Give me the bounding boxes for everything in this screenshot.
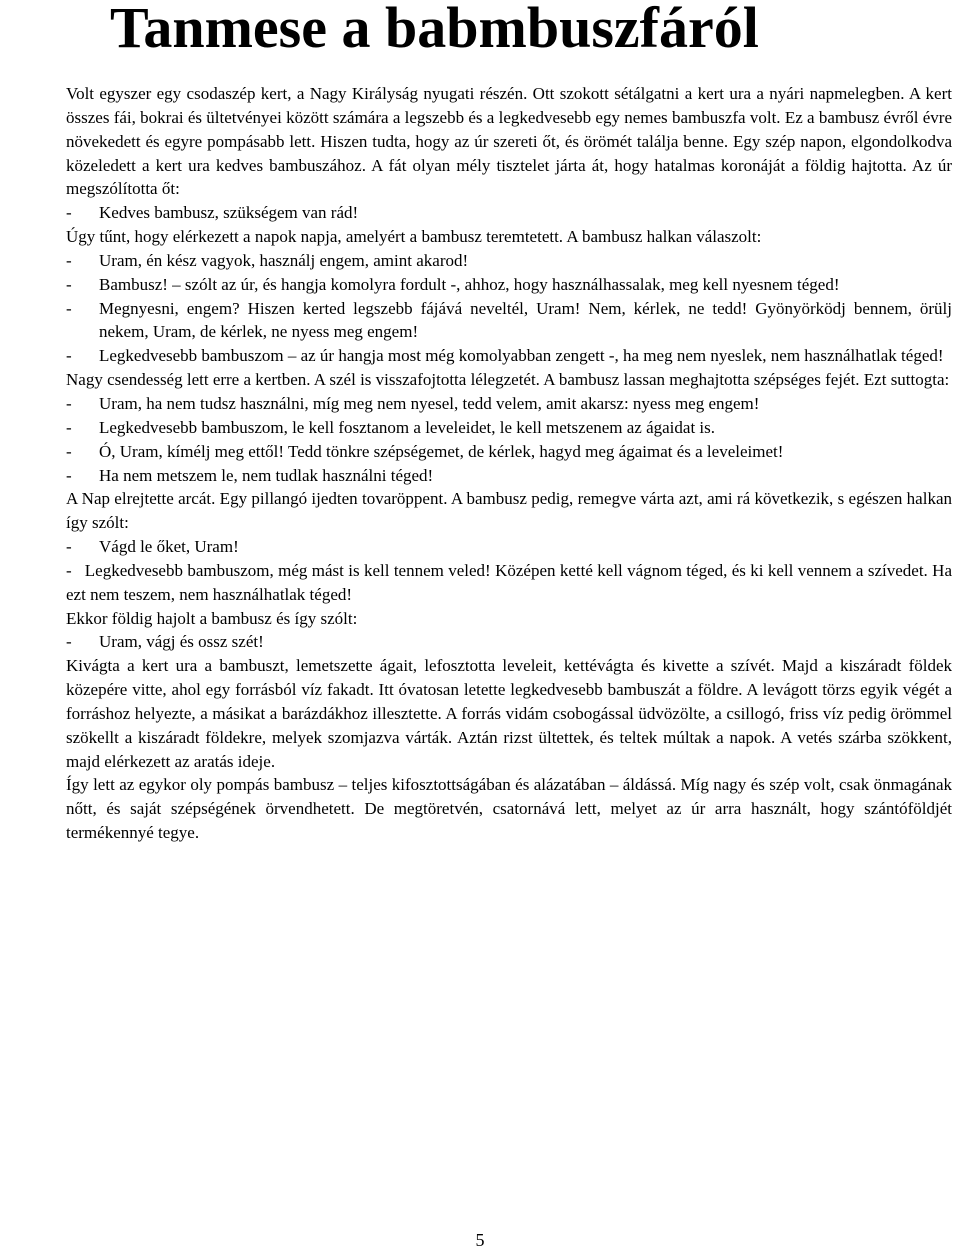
paragraph-text: A Nap elrejtette arcát. Egy pillangó ijedten tovaröppent. A bambusz pedig, remegve várta azt, ami rá következik, s egészen halkan így szólt: xyxy=(66,489,952,533)
page-number: 5 xyxy=(475,1230,485,1250)
dialogue-text: Bambusz! – szólt az úr, és hangja komolyra fordult -, ahhoz, hogy használhassalak, meg kell nyesnem téged! xyxy=(99,274,840,294)
paragraph xyxy=(66,225,952,249)
dialogue-text: Megnyesni, engem? Hiszen kerted legszebb fájává neveltél, Uram! Nem, kérlek, ne tedd! Gyönyörködj bennem, örülj nekem, Uram, de kérlek, ne nyess meg engem! xyxy=(99,298,952,342)
dialogue-line xyxy=(66,249,952,273)
dialogue-line xyxy=(66,440,952,464)
dash-mark: - xyxy=(66,632,72,652)
dash-mark: - xyxy=(66,465,72,485)
dash-mark: - xyxy=(66,393,72,413)
paragraph-intro xyxy=(5,82,952,201)
dialogue-text: Legkedvesebb bambuszom – az úr hangja most még komolyabban zengett -, ha meg nem nyeslek, nem használhatlak téged! xyxy=(99,346,944,366)
dash-mark: - xyxy=(66,203,72,223)
paragraph-text: Kivágta a kert ura a bambuszt, lemetszette ágait, lefosztotta leveleit, kettévágta és kivette a szívét. Majd a kiszáradt földek közepére vitte, ahol egy forrásból víz fakadt. Itt óvatosan letette legkedvesebb bambuszát a földre. A levágott törzs egyik végét a forráshoz helyezte, a másikat a barázdákhoz illesztette. A forrás vidám csobogással üdvözölte, a csillogó, friss víz pedig örömmel szökellt a kiszáradt földekre, melyek szomjazva várták. Aztán rizst ültettek, és teltek múltak a napok. A vetés szárba szökkent, majd elérkezett az aratás ideje. xyxy=(66,656,952,771)
dialogue-line xyxy=(66,392,952,416)
dialogue-text: Uram, ha nem tudsz használni, míg meg nem nyesel, tedd velem, amit akarsz: nyess meg engem! xyxy=(99,393,760,413)
dialogue-text: Uram, én kész vagyok, használj engem, amint akarod! xyxy=(99,250,469,270)
paragraph-text: Volt egyszer egy csodaszép kert, a Nagy Királyság nyugati részén. Ott szokott sétálgatni a kert ura a nyári napmelegben. A kert összes fái, bokrai és ültetvényei között számára a legszebb és a legkedvesebb egy nemes bambuszfa volt. Ez a bambusz évről évre növekedett és egyre pompásabb lett. Hiszen tudta, hogy az úr szereti őt, és örömét találja benne. Egy szép napon, elgondolkodva közeledett a kert ura kedves bambuszához. A fát olyan mély tisztelet járta át, hogy hatalmas koronáját a földig hajtotta. Az úr megszólította őt: xyxy=(66,84,952,199)
paragraph xyxy=(66,773,952,845)
dialogue-line xyxy=(66,201,952,225)
dialogue-text: Uram, vágj és ossz szét! xyxy=(99,632,264,652)
dialogue-line xyxy=(66,344,952,368)
dialogue-text: Vágd le őket, Uram! xyxy=(99,537,239,557)
dialogue-text: Kedves bambusz, szükségem van rád! xyxy=(99,203,359,223)
paragraph xyxy=(66,654,952,773)
paragraph xyxy=(66,487,952,535)
dialogue-line xyxy=(66,535,952,559)
paragraph-text: Így lett az egykor oly pompás bambusz – teljes kifosztottságában és alázatában – áldássá. Míg nagy és szép volt, csak önmagának nőtt, és saját szépségének örvendhetett. De megtöretvén, csatornává lett, melyet az úr arra használt, hogy szántóföldjét termékennyé tegye. xyxy=(66,775,952,843)
dialogue-line xyxy=(66,273,952,297)
dash-mark: - xyxy=(66,441,72,461)
dialogue-text: Ha nem metszem le, nem tudlak használni téged! xyxy=(99,465,434,485)
paragraph xyxy=(66,368,952,392)
dash-mark: - xyxy=(66,537,72,557)
dialogue-text: Legkedvesebb bambuszom, még mást is kell tennem veled! Középen ketté kell vágnom téged, és ki kell vennem a szívedet. Ha ezt nem teszem, nem használhatlak téged! xyxy=(66,560,952,604)
dash-mark: - xyxy=(66,298,72,318)
dash-mark: - xyxy=(66,560,72,580)
dialogue-line xyxy=(66,559,952,607)
paragraph-text: Úgy tűnt, hogy elérkezett a napok napja, amelyért a bambusz teremtetett. A bambusz halkan válaszolt: xyxy=(66,227,762,247)
document-title: Tanmese a babmbuszfáról xyxy=(110,0,759,60)
document-body xyxy=(66,82,952,845)
dash-mark: - xyxy=(66,274,72,294)
paragraph-text: Ekkor földig hajolt a bambusz és így szólt: xyxy=(66,608,358,628)
dash-mark: - xyxy=(66,250,72,270)
dialogue-text: Legkedvesebb bambuszom, le kell fosztanom a leveleidet, le kell metszenem az ágaidat is. xyxy=(99,417,716,437)
dialogue-line xyxy=(66,630,952,654)
dash-mark: - xyxy=(66,346,72,366)
paragraph xyxy=(66,607,952,631)
dialogue-line xyxy=(66,297,952,345)
dialogue-line xyxy=(66,464,952,488)
paragraph-text: Nagy csendesség lett erre a kertben. A szél is visszafojtotta lélegzetét. A bambusz lassan meghajtotta szépséges fejét. Ezt suttogta: xyxy=(66,370,950,390)
dialogue-line xyxy=(66,416,952,440)
dash-mark: - xyxy=(66,417,72,437)
dialogue-text: Ó, Uram, kímélj meg ettől! Tedd tönkre szépségemet, de kérlek, hagyd meg ágaimat és a leveleimet! xyxy=(99,441,784,461)
